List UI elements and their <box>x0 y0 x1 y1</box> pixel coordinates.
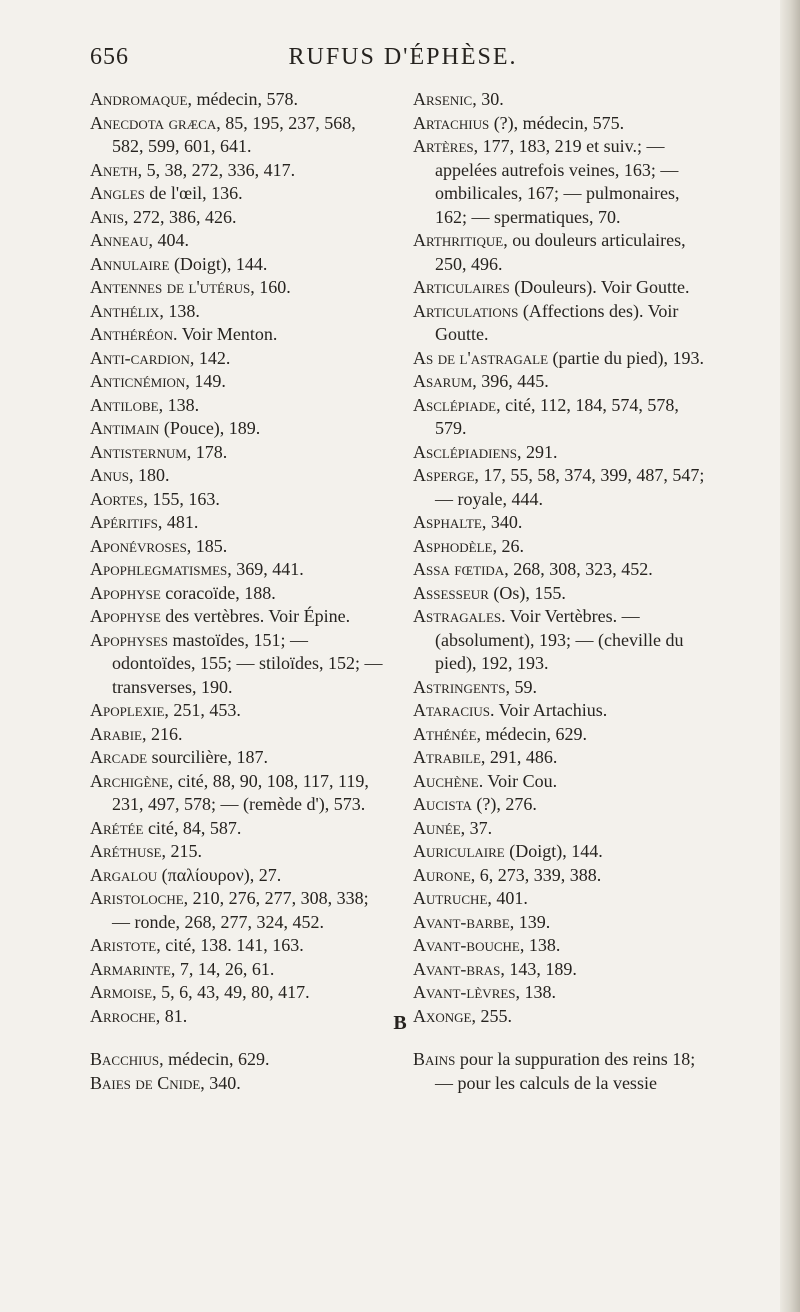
entry-references: , 139. <box>509 911 551 932</box>
entry-references: . Voir Artachius. <box>489 700 608 720</box>
entry-headword: Avant-barbe <box>413 911 510 932</box>
index-entry <box>90 887 390 934</box>
entry-headword: Argalou <box>90 864 158 885</box>
entry-headword: Anneau <box>90 230 149 250</box>
index-entry <box>413 276 713 300</box>
index-entry <box>90 182 390 206</box>
index-entry <box>90 323 390 347</box>
entry-references: , 5, 6, 43, 49, 80, 417. <box>152 982 310 1002</box>
index-entry <box>90 300 390 324</box>
index-entry <box>413 229 713 276</box>
entry-headword: Bacchius <box>90 1049 160 1069</box>
section-letter: B <box>393 1012 407 1034</box>
entry-headword: Armoise <box>90 982 153 1002</box>
index-entry <box>90 229 390 253</box>
entry-references: des vertèbres. Voir Épine. <box>160 606 351 626</box>
index-entry <box>413 370 713 394</box>
entry-headword: Aristote <box>90 935 157 955</box>
entry-references: (Doigt), 144. <box>169 253 268 274</box>
index-entry <box>90 112 390 159</box>
entry-references: , 369, 441. <box>227 559 304 579</box>
entry-references: (Affections des). Voir Goutte. <box>435 300 679 344</box>
entry-references: . Voir Cou. <box>478 770 558 791</box>
index-entry <box>90 347 390 371</box>
entry-references: , 7, 14, 26, 61. <box>170 958 275 979</box>
index-entry <box>413 135 713 229</box>
index-entry <box>90 253 390 277</box>
entry-references: , 216. <box>142 723 183 744</box>
index-entry <box>90 88 390 112</box>
entry-references: , 272, 386, 426. <box>123 206 237 227</box>
entry-headword: Axonge <box>413 1005 472 1026</box>
entry-headword: Angles <box>90 183 145 203</box>
index-entry <box>413 464 713 511</box>
index-entry <box>90 934 390 958</box>
entry-headword: Bains <box>413 1049 456 1069</box>
entry-references: , 180. <box>129 465 170 485</box>
index-entry <box>413 840 713 864</box>
entry-references: , 340. <box>200 1072 241 1093</box>
index-entry <box>413 558 713 582</box>
entry-references: , 59. <box>505 676 537 697</box>
index-entry <box>413 723 713 747</box>
index-entry <box>413 582 713 606</box>
index-entry <box>90 746 390 770</box>
entry-headword: Ataracius <box>413 700 490 720</box>
index-column-left <box>90 88 390 1028</box>
entry-headword: Athénée <box>413 723 477 744</box>
entry-headword: Autruche <box>413 888 488 908</box>
index-entry <box>413 699 713 723</box>
index-entry <box>90 464 390 488</box>
index-entry <box>90 958 390 982</box>
entry-headword: Asphodèle <box>413 535 493 556</box>
entry-headword: Articulations <box>413 300 519 321</box>
entry-headword: Aristoloche <box>90 888 184 908</box>
entry-references: , 143, 189. <box>500 958 577 979</box>
index-entry <box>413 817 713 841</box>
entry-headword: Anis <box>90 206 124 227</box>
entry-headword: Arétée <box>90 817 144 838</box>
index-entry <box>413 958 713 982</box>
entry-references: , 6, 273, 339, 388. <box>470 864 602 885</box>
entry-headword: Artachius <box>413 112 490 133</box>
entry-headword: Annulaire <box>90 253 170 274</box>
entry-references: (Doigt), 144. <box>504 841 603 861</box>
entry-references: , 177, 183, 219 et suiv.; — appelées autrefois veines, 163; — ombilicales, 167; — pulmonaires, 162; — spermatiques, 70. <box>435 136 680 227</box>
entry-headword: Apophyse <box>90 606 161 626</box>
entry-references: , 291. <box>517 441 558 462</box>
index-entry <box>90 394 390 418</box>
entry-references: , 255. <box>471 1005 512 1026</box>
entry-headword: Auriculaire <box>413 841 505 861</box>
index-entry <box>90 159 390 183</box>
index-column-right <box>413 88 713 1028</box>
index-entry <box>90 1048 390 1072</box>
index-entry <box>90 276 390 300</box>
entry-headword: Anecdota græca <box>90 112 217 133</box>
index-entry <box>413 864 713 888</box>
index-entry <box>90 981 390 1005</box>
entry-headword: Avant-lèvres <box>413 982 516 1002</box>
entry-references: , 17, 55, 58, 374, 399, 487, 547; — royale, 444. <box>435 465 705 509</box>
entry-headword: Arsenic <box>413 89 473 109</box>
index-entry <box>413 981 713 1005</box>
entry-headword: Astragales <box>413 606 502 626</box>
entry-references: , médecin, 629. <box>476 723 588 744</box>
entry-headword: Articulaires <box>413 277 510 297</box>
index-entry <box>413 112 713 136</box>
index-entry <box>413 793 713 817</box>
entry-references: , 340. <box>481 512 523 532</box>
entry-references: , 251, 453. <box>164 700 241 720</box>
page-number: 656 <box>90 44 129 70</box>
entry-headword: Apoplexie <box>90 700 165 720</box>
entry-references: , 149. <box>185 371 226 391</box>
index-entry <box>90 535 390 559</box>
entry-headword: Avant-bouche <box>413 935 520 955</box>
entry-references: , 138. <box>515 982 557 1002</box>
entry-headword: Apéritifs <box>90 512 158 532</box>
index-entry <box>413 911 713 935</box>
entry-headword: Avant-bras <box>413 958 501 979</box>
index-entry <box>90 511 390 535</box>
entry-references: , 185. <box>186 535 228 556</box>
section-b-column-right <box>413 1048 713 1095</box>
entry-headword: Antisternum <box>90 441 187 462</box>
entry-headword: Aponévroses <box>90 535 187 556</box>
entry-headword: Aunée <box>413 817 461 838</box>
entry-headword: Asclépiadiens <box>413 441 518 462</box>
entry-headword: Arthritique <box>413 230 504 250</box>
index-entry <box>413 441 713 465</box>
page-edge <box>780 0 800 1312</box>
entry-headword: Apophyse <box>90 582 161 603</box>
entry-references: de l'œil, 136. <box>144 183 243 203</box>
entry-references: , 5, 38, 272, 336, 417. <box>137 159 296 180</box>
entry-references: (partie du pied), 193. <box>548 347 704 368</box>
entry-headword: Assa fœtida <box>413 559 505 579</box>
index-entry <box>90 558 390 582</box>
entry-references: , 210, 276, 277, 308, 338; — ronde, 268, 277, 324, 452. <box>112 888 369 932</box>
entry-headword: Asclépiade <box>413 394 497 415</box>
entry-headword: Archigène <box>90 770 169 791</box>
entry-references: , médecin, 578. <box>187 89 298 109</box>
entry-references: (Os), 155. <box>488 582 566 603</box>
index-entry <box>413 676 713 700</box>
index-entry <box>90 582 390 606</box>
entry-headword: Asarum <box>413 371 473 391</box>
entry-headword: Aneth <box>90 159 138 180</box>
entry-headword: Arabie <box>90 723 142 744</box>
entry-references: , cité, 88, 90, 108, 117, 119, 231, 497, 578; — (remède d'), 573. <box>112 770 369 814</box>
entry-references: , 401. <box>487 888 528 908</box>
index-entry <box>413 300 713 347</box>
entry-headword: Aucista <box>413 794 472 814</box>
index-entry <box>90 488 390 512</box>
entry-references: , 215. <box>161 841 202 861</box>
entry-headword: Antimain <box>90 418 160 438</box>
entry-references: sourcilière, 187. <box>147 747 269 767</box>
entry-references: , 178. <box>186 441 228 462</box>
entry-references: . Voir Vertèbres. — (absolument), 193; — (cheville du pied), 192, 193. <box>435 606 684 673</box>
index-entry <box>413 887 713 911</box>
index-entry <box>90 441 390 465</box>
entry-headword: Antilobe <box>90 394 159 415</box>
entry-references: , cité, 112, 184, 574, 578, 579. <box>435 394 679 438</box>
entry-references: , 85, 195, 237, 568, 582, 599, 601, 641. <box>112 112 356 156</box>
entry-references: (Pouce), 189. <box>159 418 261 438</box>
index-entry <box>90 770 390 817</box>
entry-references: , 155, 163. <box>143 488 220 509</box>
page-header <box>90 44 716 78</box>
entry-headword: Armarinte <box>90 958 171 979</box>
entry-references: , 138. <box>519 935 561 955</box>
entry-headword: Baies de Cnide <box>90 1072 201 1093</box>
entry-references: , 37. <box>460 817 493 838</box>
index-entry <box>90 417 390 441</box>
entry-references: , 404. <box>148 230 189 250</box>
index-entry <box>413 605 713 676</box>
entry-headword: Arcade <box>90 747 148 767</box>
entry-references: (?), médecin, 575. <box>489 112 625 133</box>
index-entry <box>90 723 390 747</box>
index-entry <box>413 1048 713 1095</box>
entry-headword: Antennes de l'utérus <box>90 277 251 297</box>
index-entry <box>413 770 713 794</box>
entry-references: coracoïde, 188. <box>160 582 276 603</box>
entry-headword: Anthéréon <box>90 324 174 344</box>
index-entry <box>413 394 713 441</box>
entry-headword: Apophyses <box>90 629 169 650</box>
entry-references: , 26. <box>492 535 524 556</box>
running-title: RUFUS D'ÉPHÈSE. <box>288 44 518 70</box>
index-entry <box>90 864 390 888</box>
entry-headword: Assesseur <box>413 582 489 603</box>
entry-references: mastoïdes, 151; — odontoïdes, 155; — stiloïdes, 152; — transverses, 190. <box>112 629 383 697</box>
entry-headword: Anus <box>90 465 130 485</box>
entry-headword: Anti-cardion <box>90 347 190 368</box>
entry-references: pour la suppuration des reins 18; — pour les calculs de la vessie <box>435 1049 696 1093</box>
entry-references: (παλίουρον), 27. <box>157 864 282 885</box>
index-entry <box>413 88 713 112</box>
index-entry <box>90 206 390 230</box>
index-entry <box>90 605 390 629</box>
entry-references: , 142. <box>189 347 231 368</box>
entry-headword: Apophlegmatismes <box>90 559 228 579</box>
index-entry <box>413 746 713 770</box>
entry-headword: Auchène <box>413 770 479 791</box>
entry-headword: Andromaque <box>90 89 188 109</box>
entry-headword: Arroche <box>90 1005 156 1026</box>
entry-headword: Aurone <box>413 864 471 885</box>
index-entry <box>90 699 390 723</box>
entry-references: , 81. <box>155 1005 188 1026</box>
entry-headword: Atrabile <box>413 747 481 767</box>
index-entry <box>90 1072 390 1096</box>
entry-references: , 138. <box>158 394 200 415</box>
entry-references: , 138. <box>159 300 200 321</box>
index-entry <box>413 934 713 958</box>
entry-headword: Asphalte <box>413 512 482 532</box>
index-entry <box>90 840 390 864</box>
entry-references: , 160. <box>250 277 291 297</box>
entry-references: , 396, 445. <box>472 371 549 391</box>
entry-references: (Douleurs). Voir Goutte. <box>509 277 690 297</box>
section-b-column-left <box>90 1048 390 1095</box>
entry-headword: Asperge <box>413 465 475 485</box>
index-entry <box>90 370 390 394</box>
entry-references: , 268, 308, 323, 452. <box>504 559 653 579</box>
entry-references: (?), 276. <box>471 794 537 814</box>
entry-headword: Anthélix <box>90 300 160 321</box>
entry-references: . Voir Menton. <box>173 324 278 344</box>
entry-headword: Aortes <box>90 488 144 509</box>
index-entry <box>90 817 390 841</box>
entry-references: cité, 84, 587. <box>143 817 242 838</box>
index-entry <box>413 347 713 371</box>
entry-headword: Anticnémion <box>90 371 186 391</box>
entry-references: , médecin, 629. <box>159 1049 270 1069</box>
entry-references: , 291, 486. <box>480 747 558 767</box>
index-entry <box>413 535 713 559</box>
entry-references: , cité, 138. 141, 163. <box>156 935 304 955</box>
entry-references: , 30. <box>472 89 504 109</box>
entry-headword: Aréthuse <box>90 841 162 861</box>
entry-references: , 481. <box>157 512 199 532</box>
entry-headword: Artères <box>413 136 474 156</box>
entry-headword: As de l'astragale <box>413 347 549 368</box>
index-entry <box>90 629 390 700</box>
index-entry <box>413 511 713 535</box>
entry-references: , ou douleurs articulaires, 250, 496. <box>435 230 686 274</box>
entry-headword: Astringents <box>413 676 506 697</box>
